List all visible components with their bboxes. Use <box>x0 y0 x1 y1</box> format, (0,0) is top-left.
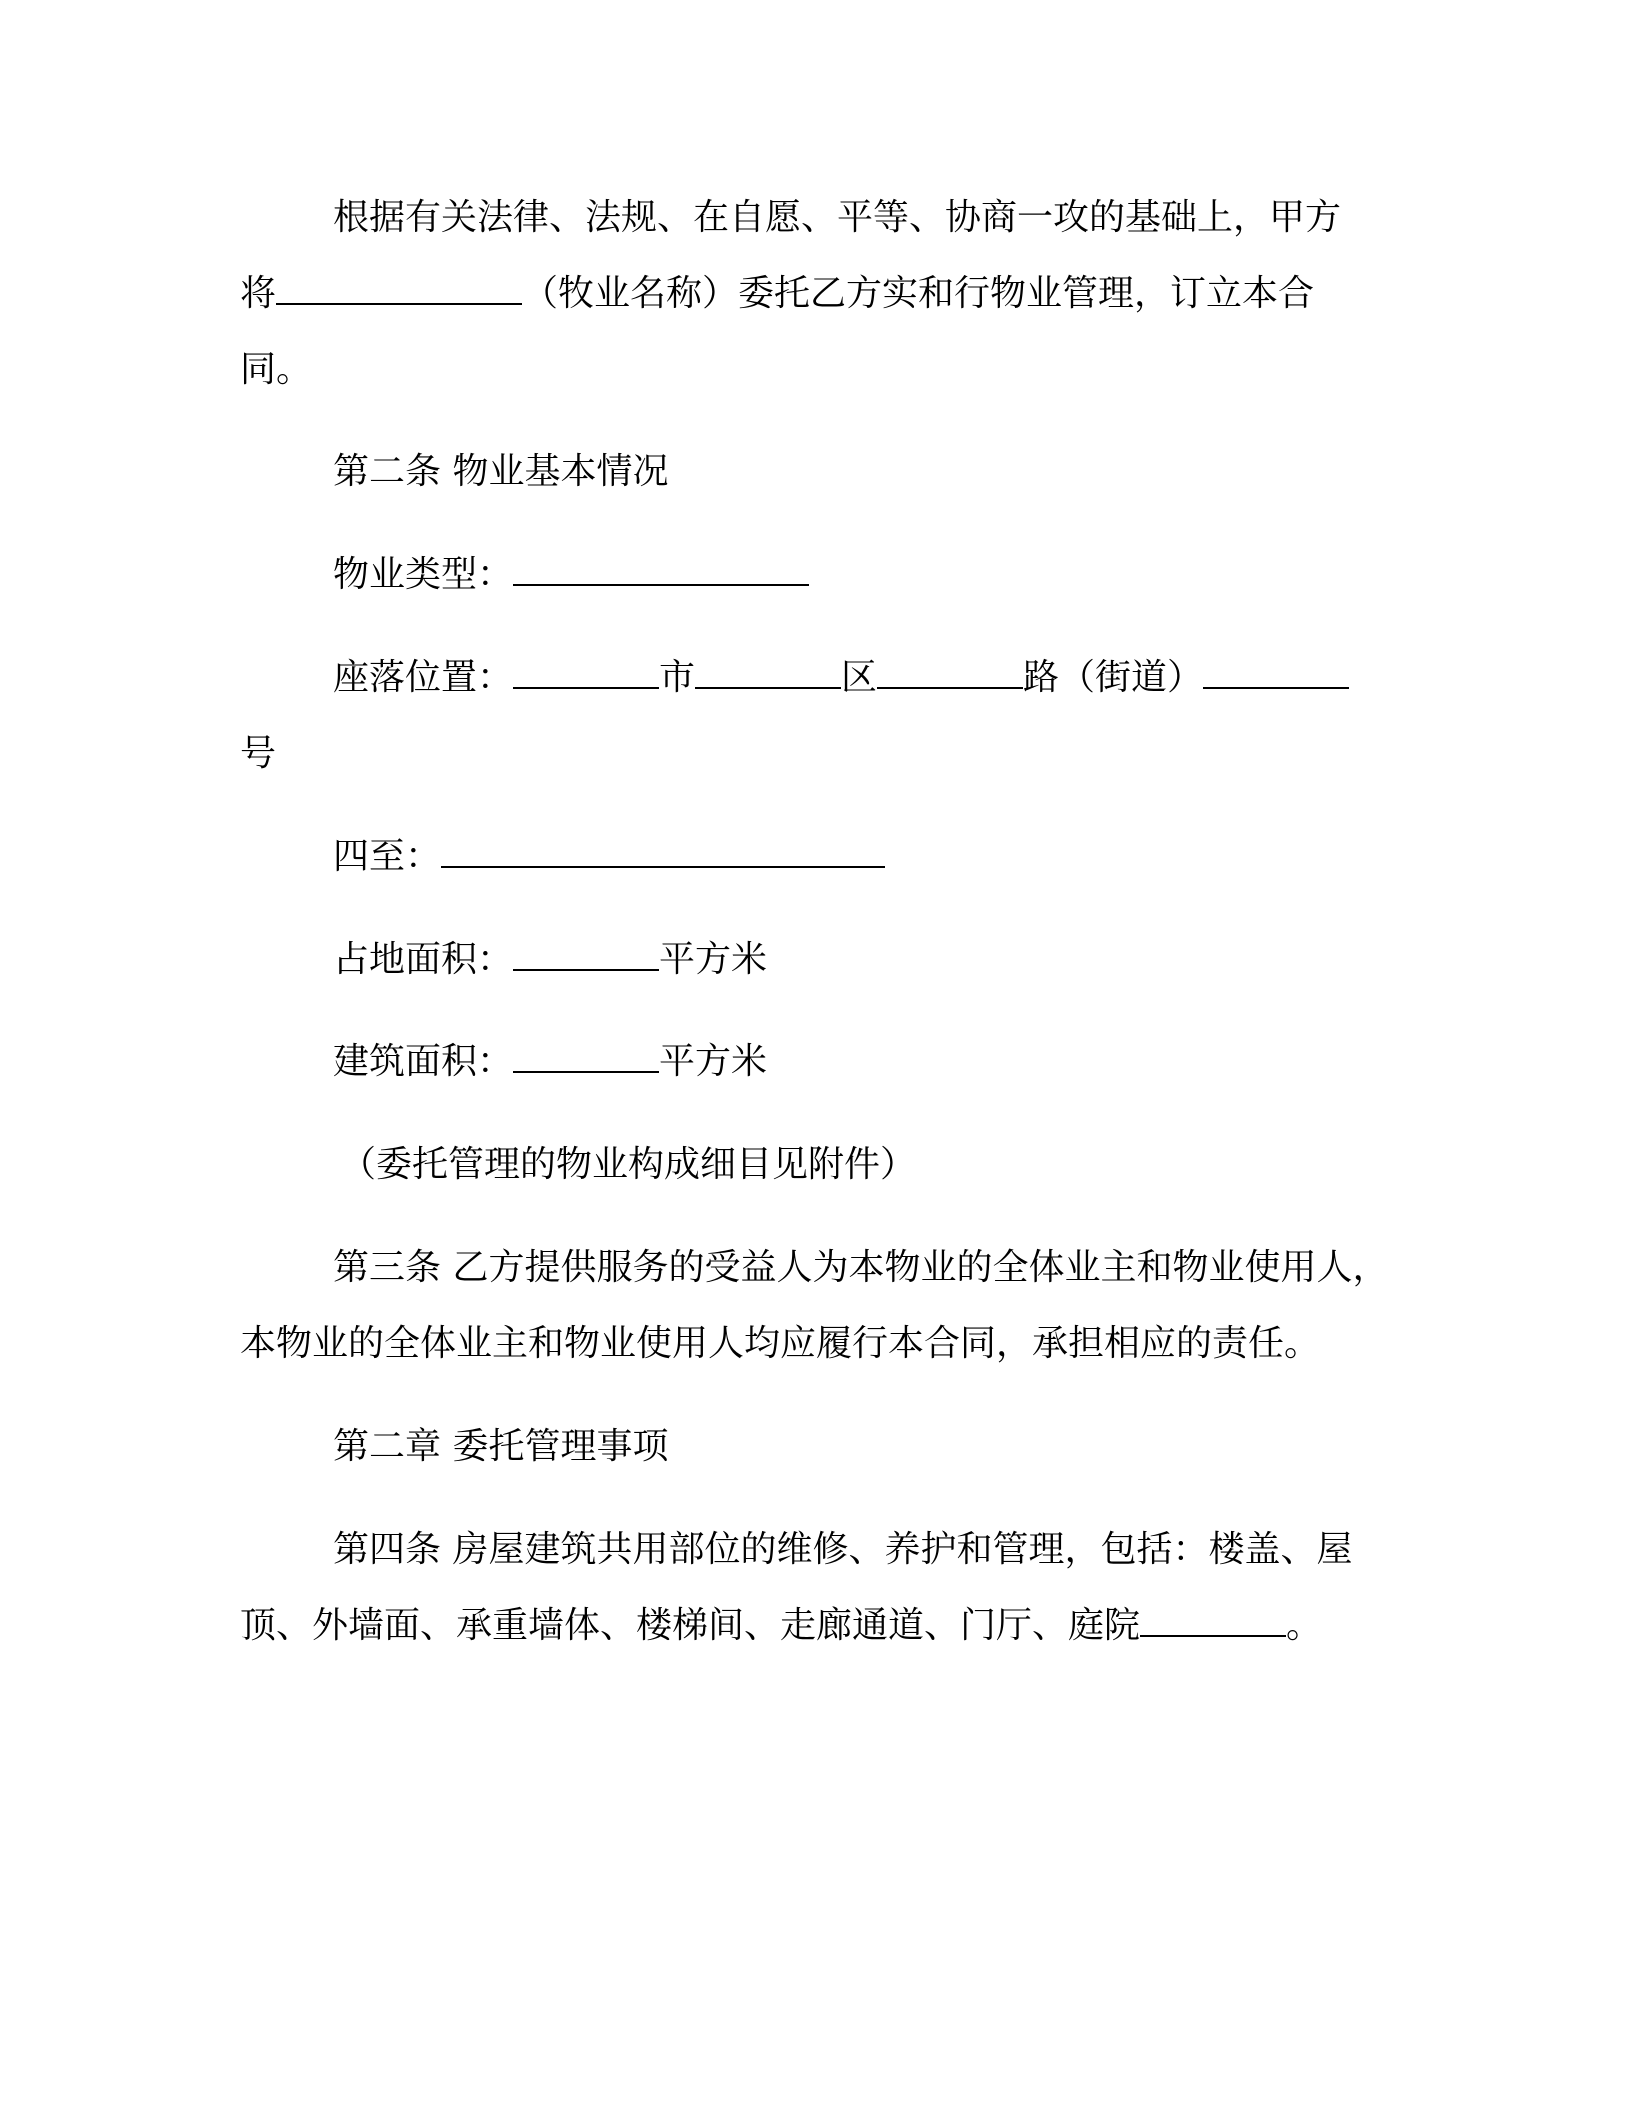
district-blank <box>695 657 841 689</box>
article-4-line-1: 第四条 房屋建筑共用部位的维修、养护和管理，包括：楼盖、屋 <box>333 1529 1353 1570</box>
building-area-blank <box>513 1041 659 1073</box>
boundary-label: 四至： <box>333 836 442 877</box>
number-blank <box>1203 657 1349 689</box>
land-area-line <box>333 938 767 982</box>
paragraph-1-line-1: 根据有关法律、法规、在自愿、平等、协商一攻的基础上，甲方 <box>333 197 1342 238</box>
attachment-note: （委托管理的物业构成细目见附件） <box>340 1144 917 1185</box>
article-3-line-1: 第三条 乙方提供服务的受益人为本物业的全体业主和物业使用人， <box>333 1247 1389 1288</box>
location-road: 路（街道） <box>1023 657 1204 698</box>
city-blank <box>513 657 659 689</box>
land-area-unit: 平方米 <box>659 939 768 980</box>
article-4-line-2 <box>240 1604 1322 1648</box>
location-district: 区 <box>841 657 878 698</box>
road-blank <box>877 657 1023 689</box>
paragraph-1-line-2-prefix: 将 <box>240 273 277 314</box>
article-3-line-2: 本物业的全体业主和物业使用人均应履行本合同，承担相应的责任。 <box>240 1323 1321 1364</box>
paragraph-1-line-2-suffix: （牧业名称）委托乙方实和行物业管理，订立本合 <box>522 273 1315 314</box>
boundary-line <box>333 835 885 879</box>
land-area-label: 占地面积： <box>333 939 514 980</box>
building-area-line <box>333 1040 767 1084</box>
property-type-label: 物业类型： <box>333 554 514 595</box>
chapter-2-heading: 第二章 委托管理事项 <box>333 1426 669 1467</box>
property-type-blank <box>513 554 809 586</box>
building-area-unit: 平方米 <box>659 1041 768 1082</box>
location-number: 号 <box>240 733 277 774</box>
boundary-blank <box>441 836 885 868</box>
location-label: 座落位置： <box>333 657 514 698</box>
article-2-heading: 第二条 物业基本情况 <box>333 451 669 492</box>
article-4-line-2-prefix: 顶、外墙面、承重墙体、楼梯间、走廊通道、门厅、庭院 <box>240 1605 1141 1646</box>
property-type-line <box>333 553 809 597</box>
location-line <box>333 656 1349 700</box>
building-area-label: 建筑面积： <box>333 1041 514 1082</box>
article-4-line-2-suffix: 。 <box>1286 1605 1323 1646</box>
property-name-blank <box>276 273 522 305</box>
location-city: 市 <box>659 657 696 698</box>
courtyard-blank <box>1140 1605 1286 1637</box>
paragraph-1-line-3: 同。 <box>240 349 313 390</box>
land-area-blank <box>513 939 659 971</box>
paragraph-1-line-2 <box>240 272 1314 316</box>
